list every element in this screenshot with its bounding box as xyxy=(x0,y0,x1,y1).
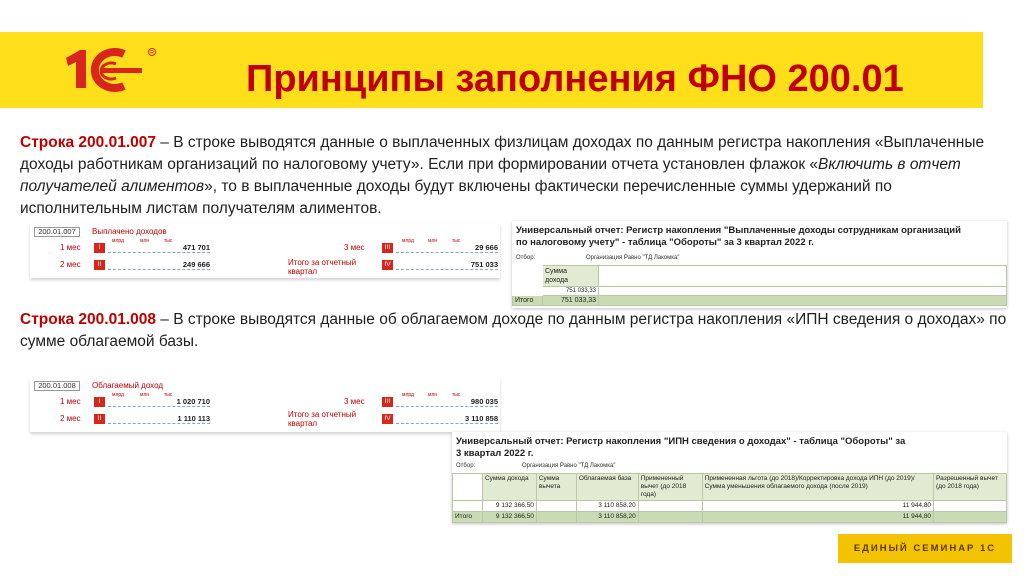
paragraph-line-008 xyxy=(20,309,1010,353)
unit-label: млрд xyxy=(112,238,124,244)
table-row xyxy=(453,501,1007,512)
table-cell: 11 944,80 xyxy=(702,512,933,523)
unit-label: млн xyxy=(428,392,438,398)
table-cell: 751 033,33 xyxy=(543,287,599,296)
universal-report-taxable-income xyxy=(452,432,1007,523)
form-value-field: 29 666 xyxy=(396,243,498,253)
table-cell: 3 110 858,20 xyxy=(576,501,638,512)
unit-label: млрд xyxy=(112,392,124,398)
unit-label: млрд xyxy=(402,392,414,398)
form-value-field: 1 020 710 xyxy=(108,397,210,407)
unit-label: тыс xyxy=(164,392,173,398)
row-marker: IV xyxy=(382,260,393,270)
seminar-badge: ЕДИНЫЙ СЕМИНАР 1С xyxy=(838,534,1012,563)
form-line-code: 200.01.007 xyxy=(34,227,80,237)
column-header: Сумма вычета xyxy=(536,474,576,501)
form-value-field: 471 701 xyxy=(108,243,210,253)
fno-form-snippet-008 xyxy=(30,378,500,432)
column-header: Примененная льгота (до 2018)/Корректировка дохода ИПН (до 2019)/Сумма уменьшения облагаемого дохода (после 2019) xyxy=(702,474,933,501)
unit-label: млн xyxy=(428,238,438,244)
svg-text:R: R xyxy=(150,50,154,56)
column-header: Сумма дохода xyxy=(543,266,599,287)
month-label: 3 мес xyxy=(344,397,365,406)
line-code-008: Строка 200.01.008 xyxy=(20,311,156,328)
total-label: Итого xyxy=(513,296,543,306)
universal-report-paid-income xyxy=(512,221,1007,308)
1c-logo-icon xyxy=(58,44,158,94)
paragraph-text: – В строке выводятся данные о выплаченных физлицам доходах по данным регистра накопления «Выплаченные доходы работникам организаций по налоговому учету». Если при формировании отчета установлен флажок « xyxy=(20,134,985,173)
report-title: Универсальный отчет: Регистр накопления "ИПН сведения о доходах" - таблица "Обороты" за 3 квартал 2022 г. xyxy=(456,436,906,459)
report-title: Универсальный отчет: Регистр накопления "Выплаченные доходы сотрудникам организаций по налоговому учету" - таблица "Обороты" за 3 квартал 2022 г. xyxy=(516,225,961,248)
page-title: Принципы заполнения ФНО 200.01 xyxy=(246,58,904,100)
table-cell: 9 132 366,50 xyxy=(482,501,536,512)
month-label: 2 мес xyxy=(60,260,81,269)
form-value-field: 3 110 858 xyxy=(396,414,498,424)
table-cell xyxy=(536,512,576,523)
month-label: 1 мес xyxy=(60,243,81,252)
total-label: Итого xyxy=(453,512,483,523)
column-header: Разрешенный вычет (до 2018 года) xyxy=(934,474,1007,501)
row-marker: III xyxy=(382,243,393,253)
unit-label: млрд xyxy=(402,238,414,244)
unit-label: млн xyxy=(140,238,150,244)
unit-label: млн xyxy=(140,392,150,398)
month-label: 2 мес xyxy=(60,414,81,423)
quarter-total-label: Итого за отчетный квартал xyxy=(288,258,357,276)
unit-label: тыс xyxy=(452,392,461,398)
row-marker: I xyxy=(94,243,105,253)
report-filter-label: Отбор: xyxy=(516,255,536,261)
quarter-total-label: Итого за отчетный квартал xyxy=(288,410,357,428)
column-header: Примененный вычет (до 2018 года) xyxy=(638,474,702,501)
month-label: 1 мес xyxy=(60,397,81,406)
row-marker: I xyxy=(94,397,105,407)
column-header: Сумма дохода xyxy=(482,474,536,501)
unit-label: тыс xyxy=(164,238,173,244)
row-marker: III xyxy=(382,397,393,407)
paragraph-line-007 xyxy=(20,132,1000,220)
form-line-code: 200.01.008 xyxy=(34,381,80,391)
row-marker: II xyxy=(94,260,105,270)
report-table xyxy=(512,265,1007,306)
form-value-field: 980 035 xyxy=(396,397,498,407)
total-value: 751 033,33 xyxy=(543,296,599,306)
month-label: 3 мес xyxy=(344,243,365,252)
table-cell xyxy=(638,501,702,512)
paragraph-text: », то в выплаченные доходы будут включены фактически перечисленные суммы удержаний по исполнительным листам получателям алиментов. xyxy=(20,178,892,217)
fno-form-snippet-007 xyxy=(30,224,500,278)
form-line-header: Выплачено доходов xyxy=(92,227,167,236)
table-cell: 3 110 858,20 xyxy=(576,512,638,523)
report-filter-label: Отбор: xyxy=(456,463,476,469)
table-cell xyxy=(536,501,576,512)
form-value-field: 1 110 113 xyxy=(108,414,210,424)
paragraph-text: – В строке выводятся данные об облагаемом доходе по данным регистра накопления «ИПН сведения о доходах» по сумме облагаемой базы. xyxy=(20,311,1007,350)
line-code-007: Строка 200.01.007 xyxy=(20,134,156,151)
table-cell: 11 944,80 xyxy=(702,501,933,512)
table-total-row xyxy=(453,512,1007,523)
report-filter-value: Организация Равно "ТД Лакомка" xyxy=(522,463,616,469)
report-filter-value: Организация Равно "ТД Лакомка" xyxy=(586,255,680,261)
table-cell xyxy=(638,512,702,523)
unit-label: тыс xyxy=(452,238,461,244)
row-marker: II xyxy=(94,414,105,424)
report-table xyxy=(452,473,1007,523)
table-cell xyxy=(934,501,1007,512)
form-value-field: 751 033 xyxy=(396,260,498,270)
table-cell: 9 132 366,50 xyxy=(482,512,536,523)
alimony-flag-text: Включить в отчет получателей алиментов xyxy=(20,156,961,195)
form-line-header: Облагаемый доход xyxy=(92,381,164,390)
row-marker: IV xyxy=(382,414,393,424)
form-value-field: 249 666 xyxy=(108,260,210,270)
column-header: Облагаемая база xyxy=(576,474,638,501)
table-cell xyxy=(934,512,1007,523)
